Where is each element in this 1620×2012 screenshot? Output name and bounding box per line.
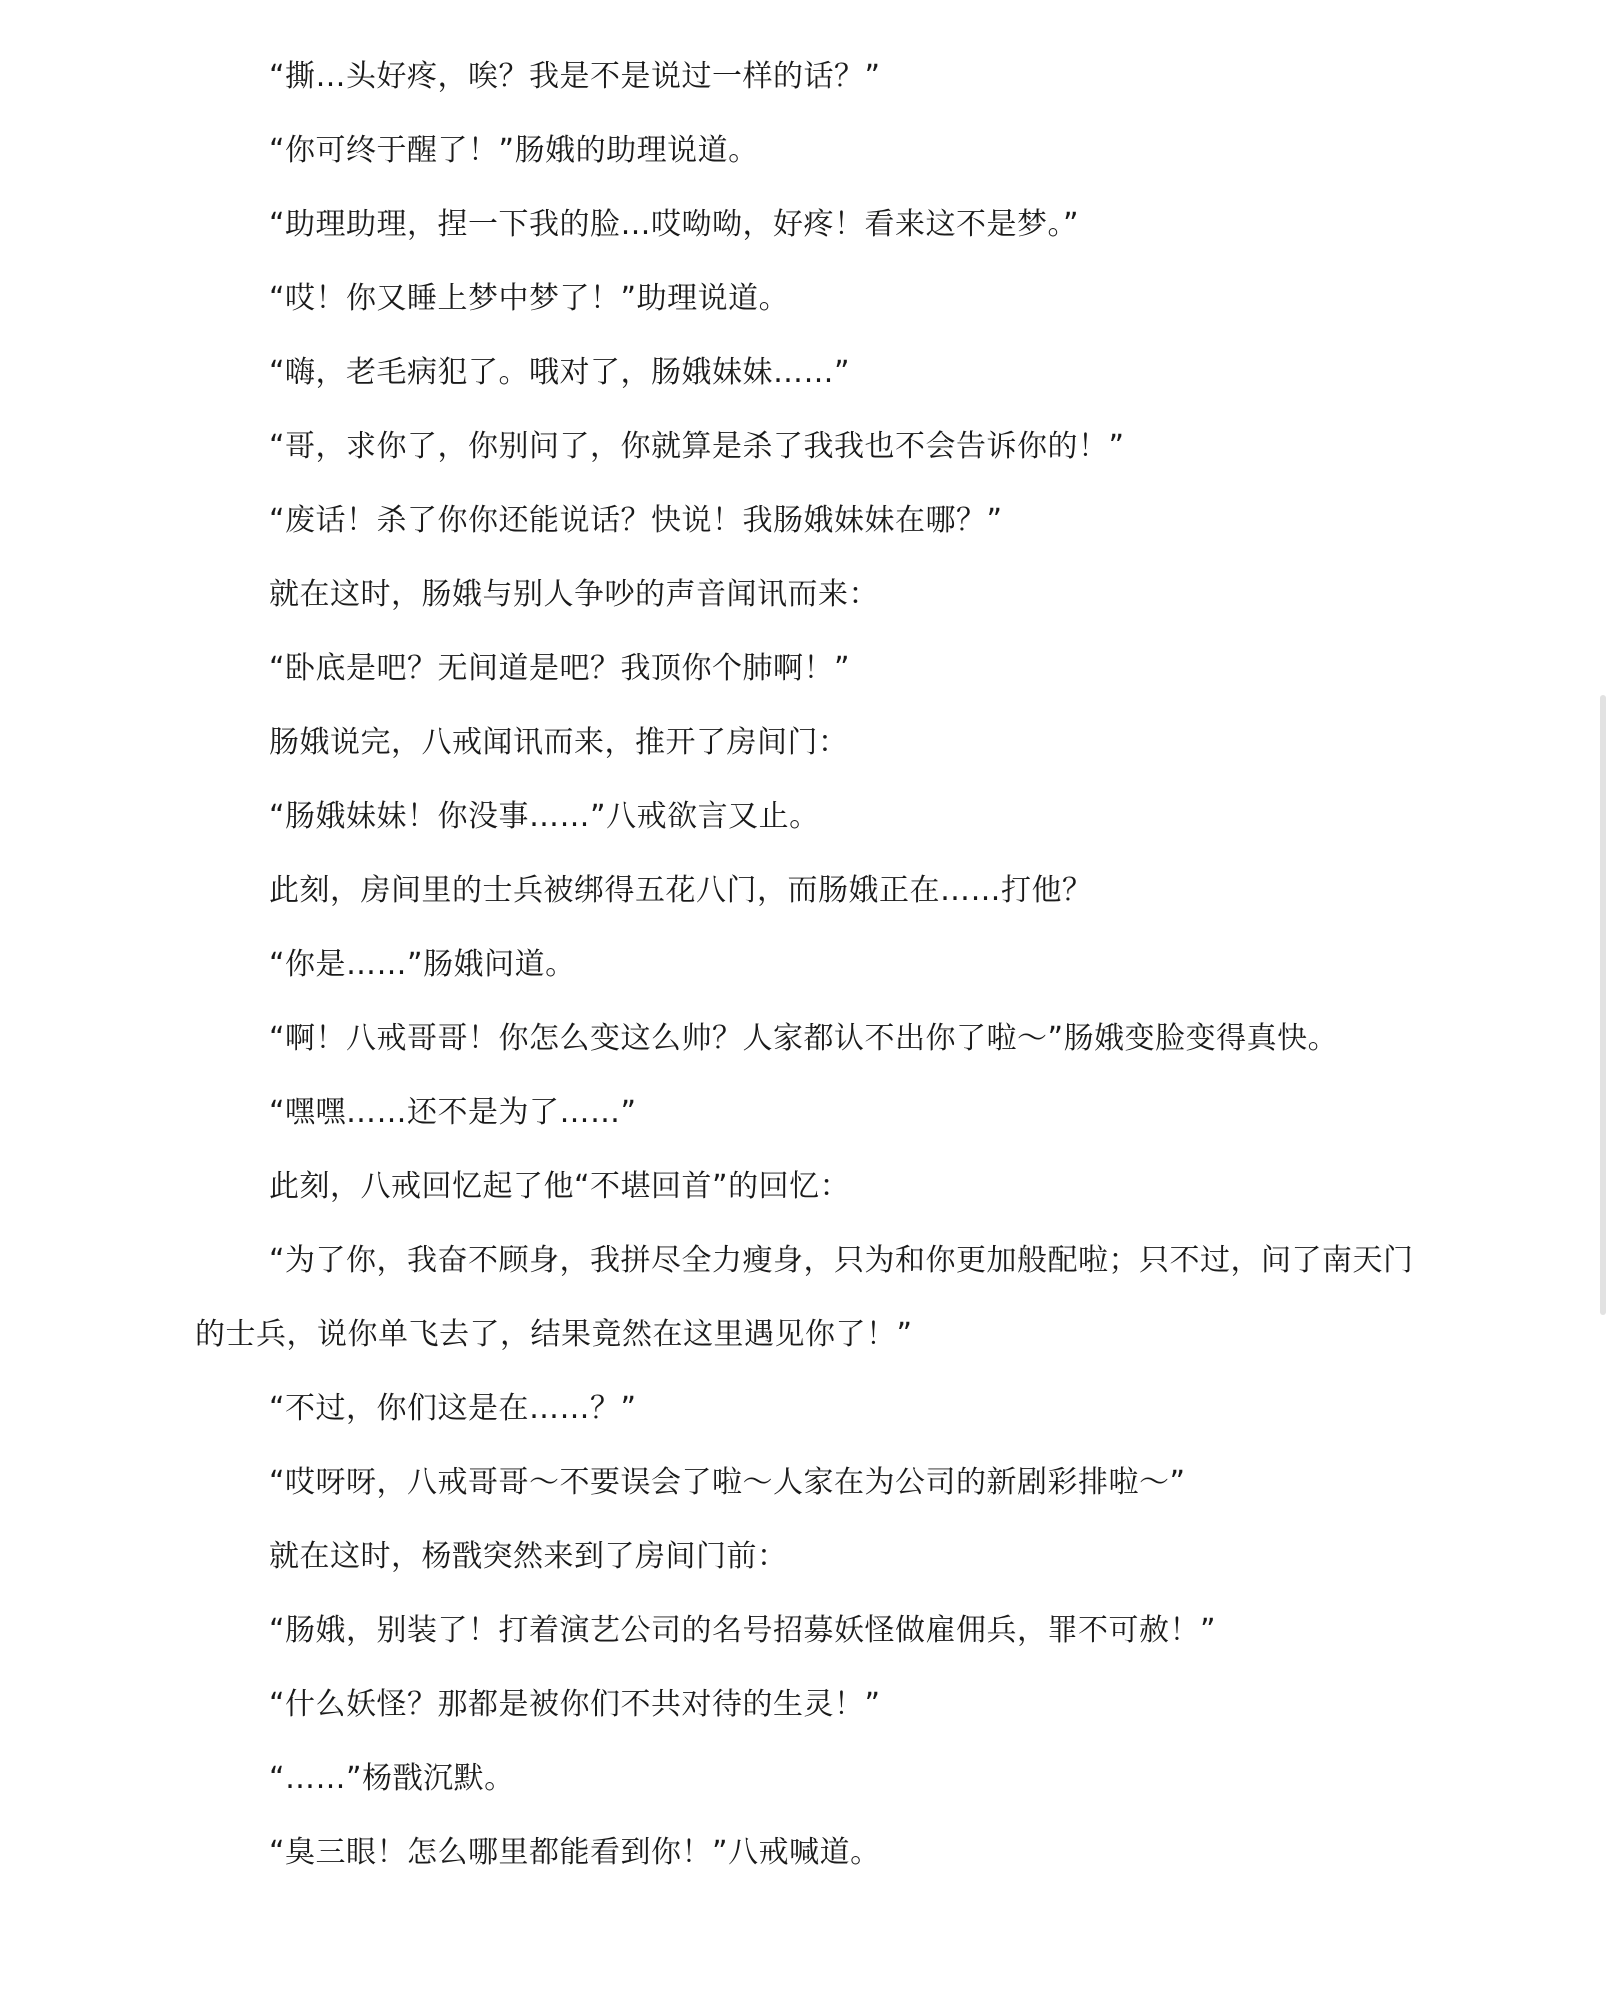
text-column xyxy=(195,40,1430,1890)
paragraph: “为了你，我奋不顾身，我拼尽全力瘦身，只为和你更加般配啦；只不过，问了南天门的士兵，说你单飞去了，结果竟然在这里遇见你了！” xyxy=(195,1243,1414,1352)
paragraph: “……”杨戬沉默。 xyxy=(269,1761,515,1796)
scrollbar-thumb[interactable] xyxy=(1600,695,1606,1315)
paragraph: “什么妖怪？那都是被你们不共对待的生灵！” xyxy=(269,1687,881,1722)
paragraph: 此刻，房间里的士兵被绑得五花八门，而肠娥正在……打他？ xyxy=(269,873,1093,908)
paragraph: “助理助理，捏一下我的脸…哎呦呦，好疼！看来这不是梦。” xyxy=(269,207,1080,242)
paragraph: “嘿嘿……还不是为了……” xyxy=(269,1095,637,1130)
paragraph: “肠娥妹妹！你没事……”八戒欲言又止。 xyxy=(269,799,820,834)
paragraph: “撕…头好疼，唉？我是不是说过一样的话？” xyxy=(269,59,881,94)
paragraph: “哎！你又睡上梦中梦了！”助理说道。 xyxy=(269,281,790,316)
paragraph: “你可终于醒了！”肠娥的助理说道。 xyxy=(269,133,759,168)
paragraph: “哥，求你了，你别问了，你就算是杀了我我也不会告诉你的！” xyxy=(269,429,1125,464)
paragraph: 此刻，八戒回忆起了他“不堪回首”的回忆： xyxy=(269,1169,851,1204)
vertical-scrollbar[interactable] xyxy=(1600,695,1606,1315)
paragraph: “你是……”肠娥问道。 xyxy=(269,947,576,982)
paragraph: “卧底是吧？无间道是吧？我顶你个肺啊！” xyxy=(269,651,851,686)
paragraph: “不过，你们这是在……？” xyxy=(269,1391,637,1426)
paragraph: 就在这时，肠娥与别人争吵的声音闻讯而来： xyxy=(269,577,879,612)
paragraph: 就在这时，杨戬突然来到了房间门前： xyxy=(269,1539,788,1574)
paragraph: 肠娥说完，八戒闻讯而来，推开了房间门： xyxy=(269,725,849,760)
paragraph: “啊！八戒哥哥！你怎么变这么帅？人家都认不出你了啦～”肠娥变脸变得真快。 xyxy=(269,1021,1339,1056)
paragraph: “肠娥，别装了！打着演艺公司的名号招募妖怪做雇佣兵，罪不可赦！” xyxy=(269,1613,1217,1648)
paragraph: “废话！杀了你你还能说话？快说！我肠娥妹妹在哪？” xyxy=(269,503,1003,538)
paragraph: “臭三眼！怎么哪里都能看到你！”八戒喊道。 xyxy=(269,1835,881,1870)
paragraph: “嗨，老毛病犯了。哦对了，肠娥妹妹……” xyxy=(269,355,851,390)
paragraph: “哎呀呀，八戒哥哥～不要误会了啦～人家在为公司的新剧彩排啦～” xyxy=(269,1465,1186,1500)
